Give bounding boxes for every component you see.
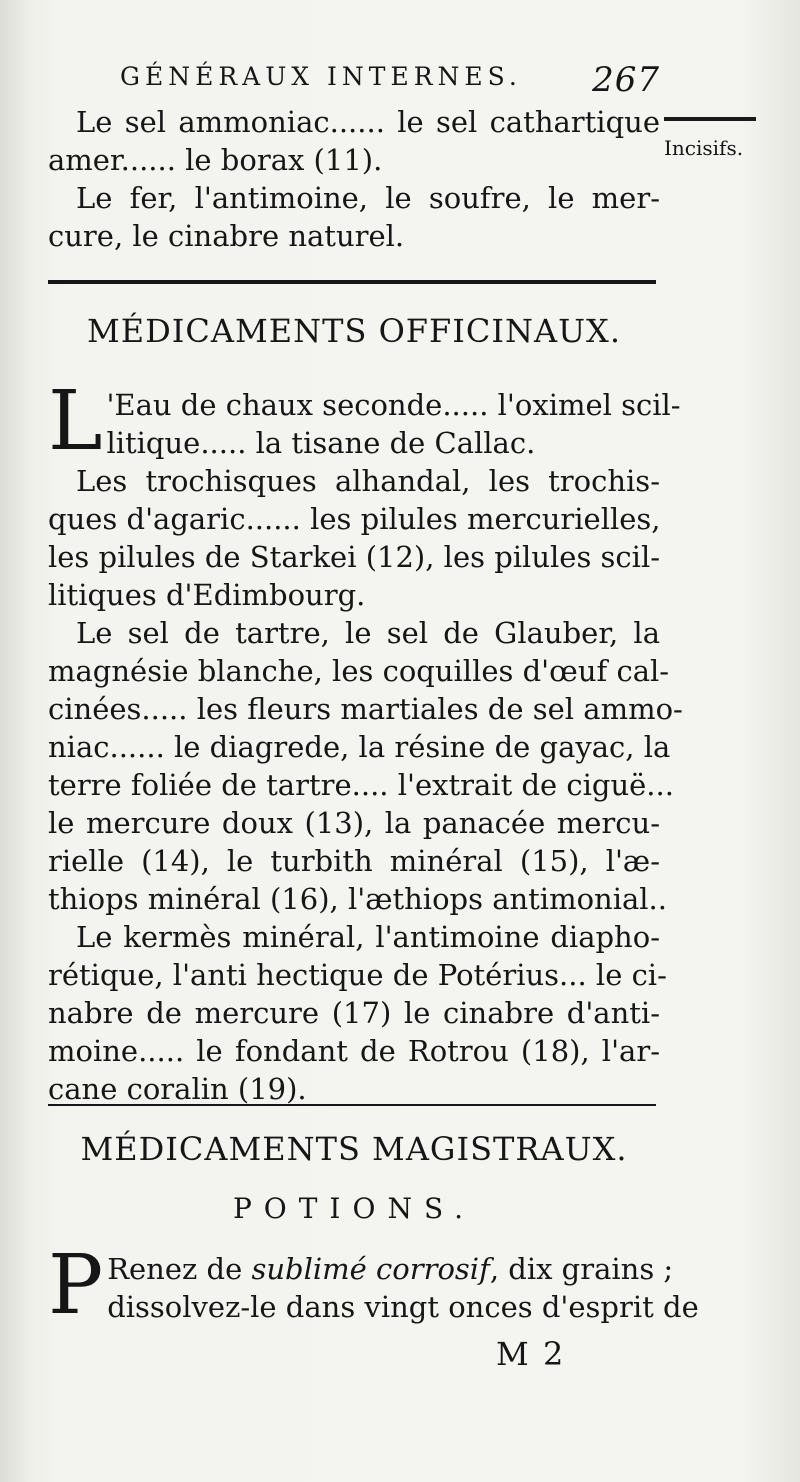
signature-mark: M 2: [496, 1335, 566, 1373]
text-line: niac...... le diagrede, la résine de gayac, la: [48, 730, 671, 764]
margin-rule: [664, 117, 756, 121]
section-divider: [48, 1104, 656, 1106]
section-heading: MÉDICAMENTS OFFICINAUX.: [86, 312, 621, 350]
running-head: [120, 60, 660, 100]
text-line: le mercure doux (13), la panacée mercu-: [48, 806, 660, 840]
text-line: Renez de sublimé corrosif, dix grains ;: [107, 1252, 674, 1286]
text-line: amer...... le borax (11).: [48, 143, 383, 177]
text-line: dissolvez-le dans vingt onces d'esprit de: [107, 1290, 699, 1324]
text-line: thiops minéral (16), l'æthiops antimonial..: [48, 882, 667, 916]
text-line: cure, le cinabre naturel.: [48, 219, 405, 253]
text-line: les pilules de Starkei (12), les pilules scil-: [48, 540, 661, 574]
text-line: nabre de mercure (17) le cinabre d'anti-: [48, 996, 660, 1030]
emphasized-term: sublimé corrosif: [251, 1252, 490, 1286]
text-line: litique..... la tisane de Callac.: [106, 426, 536, 460]
text-line: terre foliée de tartre.... l'extrait de ciguë...: [48, 768, 674, 802]
section-subheading: POTIONS.: [232, 1192, 476, 1225]
text-line: Le sel ammoniac...... le sel cathartique: [76, 105, 660, 139]
text-line: Le sel de tartre, le sel de Glauber, la: [76, 616, 660, 650]
text-line: litiques d'Edimbourg.: [48, 578, 366, 612]
text-line: Les trochisques alhandal, les trochis-: [76, 464, 660, 498]
section-2-text: [48, 374, 683, 1108]
text-line: cane coralin (19).: [48, 1072, 307, 1106]
margin-note: Incisifs.: [664, 136, 744, 160]
text-line: cinées..... les fleurs martiales de sel ammo-: [48, 692, 683, 726]
section-divider: [48, 280, 656, 284]
text-line: Le fer, l'antimoine, le soufre, le mer-: [76, 181, 660, 215]
section-heading: MÉDICAMENTS MAGISTRAUX.: [80, 1130, 628, 1168]
drop-cap: L: [48, 374, 103, 469]
text-line: 'Eau de chaux seconde..... l'oximel scil-: [106, 388, 681, 422]
text-line: moine..... le fondant de Rotrou (18), l'ar-: [48, 1034, 660, 1068]
drop-cap: P: [48, 1238, 104, 1333]
page-number: 267: [592, 60, 660, 100]
text-line: rielle (14), le turbith minéral (15), l'æ-: [48, 844, 660, 878]
section-3-text: [48, 1238, 699, 1333]
running-title: GÉNÉRAUX INTERNES.: [120, 62, 522, 91]
text-line: magnésie blanche, les coquilles d'œuf cal-: [48, 654, 670, 688]
text-line: Le kermès minéral, l'antimoine diapho-: [76, 920, 660, 954]
section-1-text: [48, 103, 660, 255]
text-line: ques d'agaric...... les pilules mercurielles,: [48, 502, 661, 536]
text-line: rétique, l'anti hectique de Potérius... le ci-: [48, 958, 667, 992]
